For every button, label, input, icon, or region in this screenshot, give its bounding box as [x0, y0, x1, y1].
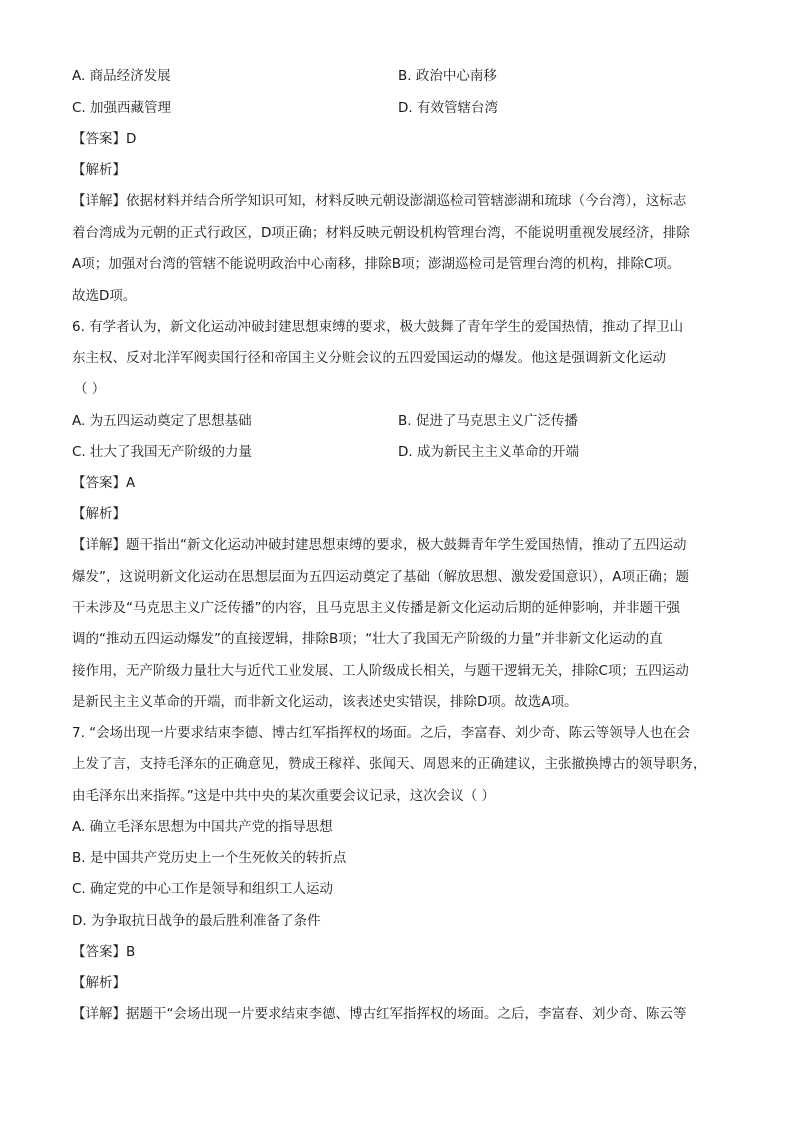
q7-stem-line: 由毛泽东出来指挥。”这是中共中央的某次重要会议记录，这次会议（ ） — [72, 788, 496, 804]
q6-answer: 【答案】A — [72, 475, 136, 491]
q5-detail-line: 着台湾成为元朝的正式行政区，D项正确；材料反映元朝设机构管理台湾，不能说明重视发展经济，排除 — [72, 225, 690, 241]
q5-answer: 【答案】D — [72, 131, 137, 147]
q6-detail-line: 干未涉及“马克思主义广泛传播”的内容，且马克思主义传播是新文化运动后期的延伸影响，并非题干强 — [72, 600, 680, 616]
q6-stem-bracket: （ ） — [74, 381, 106, 397]
q5-detail-line: 【详解】依据材料并结合所学知识可知，材料反映元朝设澎湖巡检司管辖澎湖和琉球（今台湾），这标志 — [72, 193, 687, 209]
q5-detail-line: 故选D项。 — [72, 288, 137, 304]
q6-stem-line: 东主权、反对北洋军阀卖国行径和帝国主义分赃会议的五四爱国运动的爆发。他这是强调新文化运动 — [72, 350, 666, 366]
q7-stem-line: 7. “会场出现一片要求结束李德、博古红军指挥权的场面。之后，李富春、刘少奇、陈云等领导人也在会 — [72, 725, 691, 741]
q6-detail-line: 爆发”，这说明新文化运动在思想层面为五四运动奠定了基础（解放思想、激发爱国意识），A项正确；题 — [72, 569, 689, 585]
q5-analysis-label: 【解析】 — [72, 162, 126, 178]
q6-detail-line: 接作用，无产阶级力量壮大与近代工业发展、工人阶级成长相关，与题干逻辑无关，排除C项；五四运动 — [72, 663, 689, 679]
q5-option-c: C. 加强西藏管理 — [72, 100, 172, 116]
q5-option-b: B. 政治中心南移 — [398, 68, 497, 84]
q5-option-a: A. 商品经济发展 — [72, 68, 171, 84]
q7-answer: 【答案】B — [72, 944, 136, 960]
q6-option-b: B. 促进了马克思主义广泛传播 — [398, 413, 578, 429]
q6-stem-line: 6. 有学者认为，新文化运动冲破封建思想束缚的要求，极大鼓舞了青年学生的爱国热情，推动了捍卫山 — [72, 319, 684, 335]
q5-detail-line: A项；加强对台湾的管辖不能说明政治中心南移，排除B项；澎湖巡检司是管理台湾的机构，排除C项。 — [72, 256, 681, 272]
q5-option-d: D. 有效管辖台湾 — [398, 100, 498, 116]
q6-analysis-label: 【解析】 — [72, 506, 126, 522]
q7-option-c: C. 确定党的中心工作是领导和组织工人运动 — [72, 881, 334, 897]
q6-detail-line: 【详解】题干指出“新文化运动冲破封建思想束缚的要求，极大鼓舞青年学生爱国热情，推动了五四运动 — [72, 537, 687, 553]
q7-option-a: A. 确立毛泽东思想为中国共产党的指导思想 — [72, 819, 333, 835]
q7-option-b: B. 是中国共产党历史上一个生死攸关的转折点 — [72, 850, 347, 866]
q7-option-d: D. 为争取抗日战争的最后胜利准备了条件 — [72, 913, 321, 929]
q6-option-c: C. 壮大了我国无产阶级的力量 — [72, 444, 253, 460]
q6-option-d: D. 成为新民主主义革命的开端 — [398, 444, 579, 460]
q7-detail-line: 【详解】据题干“会场出现一片要求结束李德、博古红军指挥权的场面。之后，李富春、刘少奇、陈云等 — [72, 1006, 687, 1022]
q7-analysis-label: 【解析】 — [72, 975, 126, 991]
q6-detail-line: 调的“推动五四运动爆发”的直接逻辑，排除B项；“壮大了我国无产阶级的力量”并非新文化运动的直 — [72, 631, 663, 647]
q6-detail-line: 是新民主主义革命的开端，而非新文化运动，该表述史实错误，排除D项。故选A项。 — [72, 694, 578, 710]
q6-option-a: A. 为五四运动奠定了思想基础 — [72, 413, 252, 429]
q7-stem-line: 上发了言，支持毛泽东的正确意见，赞成王稼祥、张闻天、周恩来的正确建议，主张撤换博古的领导职务， — [72, 756, 707, 772]
